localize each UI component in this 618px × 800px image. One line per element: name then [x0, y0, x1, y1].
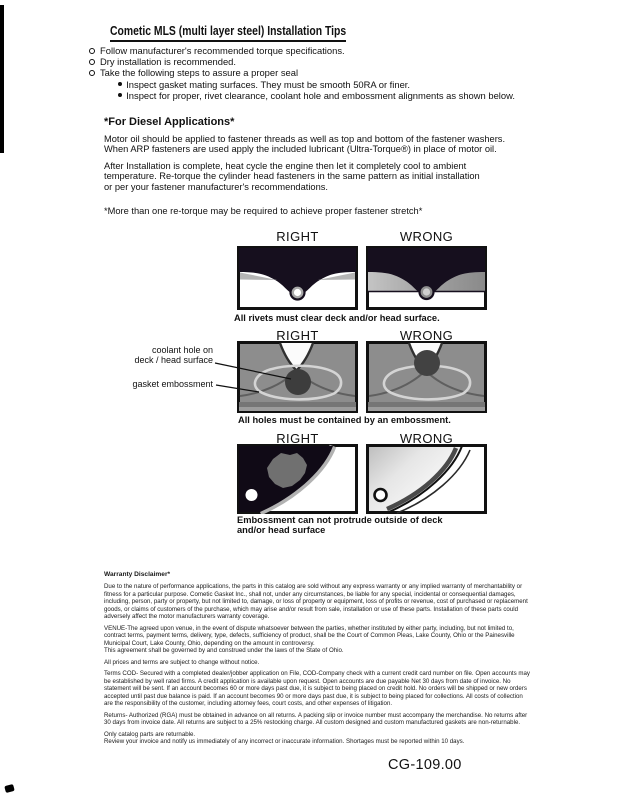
retorque-note: *More than one re-torque may be required to achieve proper fastener stretch* [104, 206, 423, 216]
hollow-bullet-icon [89, 48, 95, 54]
warranty-paragraph: Returns- Authorized (RGA) must be obtained in advance on all returns. A packing slip or invoice number must accompany the merchandise. No returns after 30 days from invoice date. All returns are subject to a 25% restocking charge. All custom designed and custom manufactured gaskets are non-returnable. [104, 711, 528, 726]
row3-right-label: RIGHT [276, 431, 319, 446]
bullet-text: Inspect gasket mating surfaces. They must be smooth 50RA or finer. [126, 78, 411, 90]
paragraph-line: or per your fastener manufacturer's recommendations. [104, 181, 328, 192]
filled-bullet-icon [118, 82, 122, 86]
warranty-paragraph: All prices and terms are subject to change without notice. [104, 658, 260, 666]
list-item [89, 56, 515, 67]
row3-right-deck-diagram [237, 444, 358, 514]
paragraph-line: Motor oil should be applied to fastener threads as well as top and bottom of the fastener washers. [104, 134, 506, 144]
row3-caption [237, 515, 443, 535]
list-item [89, 90, 515, 101]
list-item [89, 45, 515, 56]
diesel-paragraph-1 [104, 134, 505, 155]
title-block [110, 22, 405, 42]
gasket-embossment-annotation: gasket embossment [132, 379, 213, 389]
bullet-text: Inspect for proper, rivet clearance, coolant hole and embossment alignments as shown below. [126, 89, 515, 101]
diesel-heading: *For Diesel Applications* [104, 116, 235, 128]
row2-right-label: RIGHT [276, 328, 319, 343]
paragraph-line: temperature. Re-torque the cylinder head fasteners in the same pattern as initial installation [104, 171, 480, 182]
list-item [89, 67, 515, 78]
filled-bullet-icon [118, 93, 122, 97]
caption-line: and/or head surface [237, 525, 326, 535]
warranty-paragraph: Review your invoice and notify us immediately of any incorrect or inaccurate information. Shortages must be reported within 10 days. [104, 738, 465, 745]
bullet-text: Take the following steps to assure a proper seal [100, 67, 299, 79]
warranty-paragraph: Only catalog parts are returnable. [104, 730, 196, 738]
row2-right-embossment-diagram [237, 341, 358, 413]
coolant-hole-annotation [118, 345, 213, 365]
row1-wrong-label: WRONG [399, 229, 454, 244]
annotation-line: deck / head surface [134, 355, 213, 366]
row2-caption: All holes must be contained by an embossment. [238, 415, 451, 425]
bullet-text: Dry installation is recommended. [100, 56, 236, 68]
paragraph-line: When ARP fasteners are used apply the included lubricant (Ultra-Torque®) in place of motor oil. [104, 144, 497, 155]
paragraph-line: After Installation is complete, heat cycle the engine then let it completely cool to ambient [104, 161, 467, 171]
bullet-text: Follow manufacturer's recommended torque specifications. [100, 45, 345, 56]
caption-line: Embossment can not protrude outside of deck [237, 515, 443, 525]
row3-wrong-deck-diagram [366, 444, 487, 514]
installation-tips-list [89, 45, 515, 101]
warranty-paragraph: Due to the nature of performance applications, the parts in this catalog are sold without any express warranty or any implied warranty of merchantability or fitness for a particular purpose. Cometic Gasket Inc., shall not, under any circumstances, be liable for any special, incidental or consequential damages, including, person, party or property, but not limited to, damage, or loss of property or equipment, loss of profits or revenue, cost of purchased or replacement goods, or claims of customers of the purchase, which may arise and/or result from sale, installation or use of these parts. Installation of these parts could adversely affect the motor manufacturers warranty coverage. [104, 583, 528, 620]
row1-wrong-rivet-diagram [366, 246, 487, 310]
row2-wrong-label: WRONG [399, 328, 454, 343]
row3-wrong-label: WRONG [399, 431, 454, 446]
hollow-bullet-icon [89, 59, 95, 65]
scan-artifact-bottom-mark [4, 784, 15, 793]
annotation-line: coolant hole on [151, 345, 213, 355]
page-title: Cometic MLS (multi layer steel) Installation Tips [110, 23, 346, 42]
page-code: CG-109.00 [388, 757, 462, 773]
row1-caption: All rivets must clear deck and/or head surface. [234, 313, 440, 323]
row1-right-label: RIGHT [276, 229, 319, 244]
warranty-paragraph: Terms COD- Secured with a completed dealer/jobber application on File, COD-Company check with a current credit card number on file. Open accounts may be established by well rated firms. A credit application is available upon request. Open accounts are due payable Net 30 days from date of invoice. No statement will be sent. If an account becomes 60 or more days past due, it is subject to being placed on credit hold. No orders will be shipped or new orders accepted until past due balance is paid. If an account becomes 90 or more days past due, it is subject to being placed for collections. All costs of collection are the responsibility of the customer, including attorney fees, court costs, and other expenses of litigation. [104, 670, 530, 707]
list-item [89, 79, 515, 90]
scan-artifact-left-strip [0, 5, 4, 153]
hollow-bullet-icon [89, 70, 95, 76]
row2-wrong-embossment-diagram [366, 341, 487, 413]
row1-right-rivet-diagram [237, 246, 358, 310]
warranty-heading: Warranty Disclaimer* [104, 571, 171, 578]
warranty-paragraph: This agreement shall be governed by and construed under the laws of the State of Ohio. [104, 647, 344, 654]
warranty-paragraph: VENUE-The agreed upon venue, in the event of dispute whatsoever between the parties, whether instituted by either party, including, but not limited to, contract terms, payment terms, delivery, type, defects, sufficiency of product, shall be the Court of Common Pleas, Lake County, Ohio or the Painesville Municipal Court, Lake County, Ohio, depending on the amount in controversy. [104, 624, 515, 647]
warranty-section [104, 571, 533, 746]
diesel-paragraph-2 [104, 161, 480, 192]
